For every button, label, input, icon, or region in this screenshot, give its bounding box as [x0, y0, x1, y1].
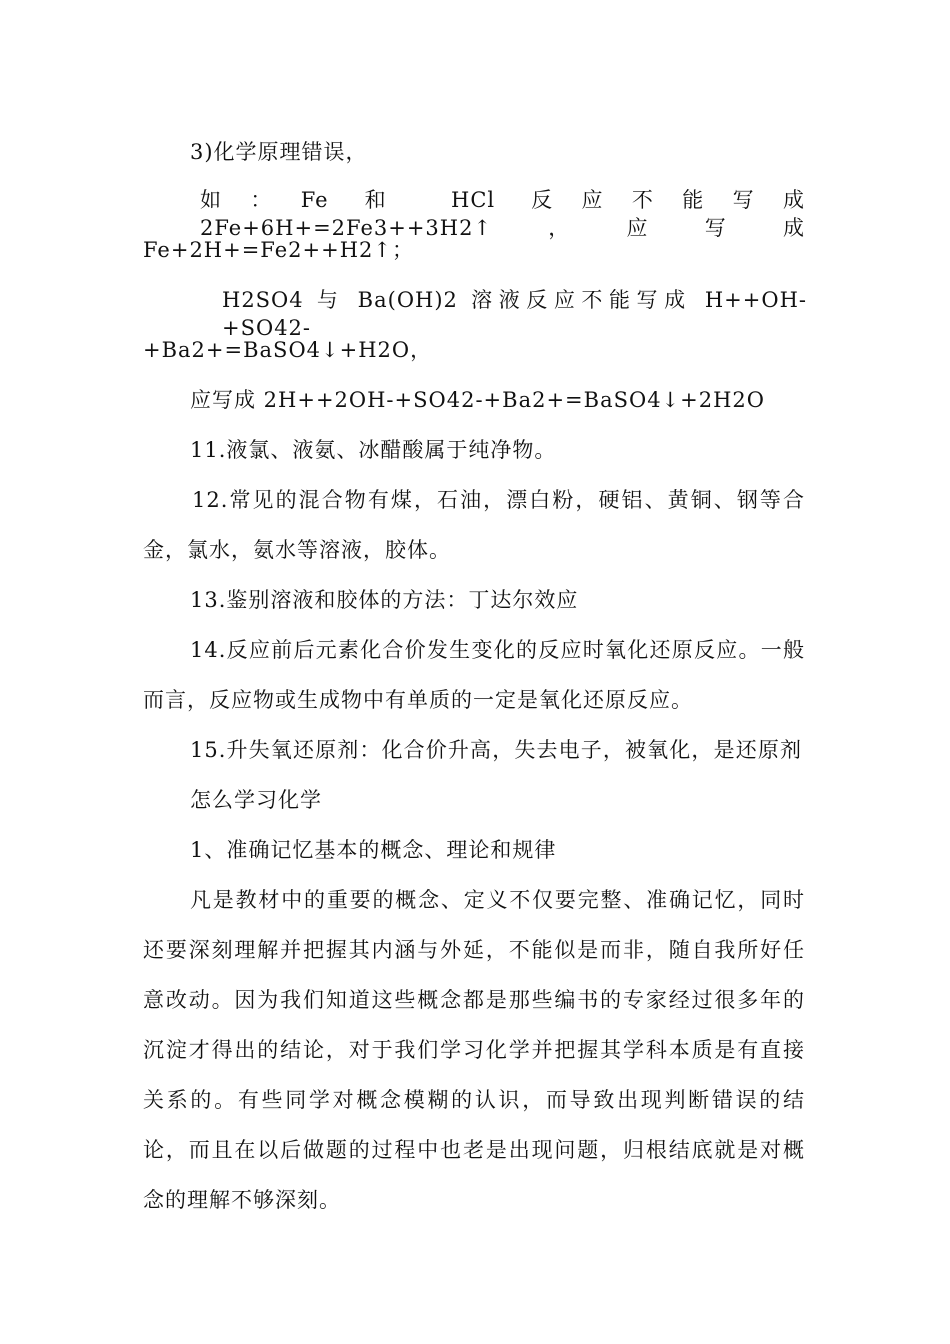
text-line: 念的理解不够深刻。 [143, 1188, 341, 1212]
text-line: 还要深刻理解并把握其内涵与外延，不能似是而非，随自我所好任 [143, 938, 805, 962]
text-line: 意改动。因为我们知道这些概念都是那些编书的专家经过很多年的 [143, 988, 805, 1012]
text-line: 沉淀才得出的结论，对于我们学习化学并把握其学科本质是有直接 [143, 1038, 805, 1062]
text-line: Fe+2H+=Fe2++H2↑； [143, 238, 414, 262]
text-line: 15.升失氧还原剂：化合价升高，失去电子，被氧化，是还原剂 [190, 738, 802, 762]
text-line: 14.反应前后元素化合价发生变化的反应时氧化还原反应。一般 [190, 638, 805, 662]
text-line: 3)化学原理错误， [190, 140, 368, 164]
text-line: 金，氯水，氨水等溶液，胶体。 [143, 538, 451, 562]
text-line: 关系的。有些同学对概念模糊的认识，而导致出现判断错误的结 [143, 1088, 805, 1112]
text-line: 12.常见的混合物有煤，石油，漂白粉，硬铝、黄铜、钢等合 [192, 488, 805, 512]
subsection-heading: 1、准确记忆基本的概念、理论和规律 [190, 838, 557, 862]
text-line: +Ba2+=BaSO4↓+H2O， [143, 338, 433, 362]
text-line: 而言，反应物或生成物中有单质的一定是氧化还原反应。 [143, 688, 693, 712]
text-line: 11.液氯、液氨、冰醋酸属于纯净物。 [190, 438, 557, 462]
text-line: 论，而且在以后做题的过程中也老是出现问题，归根结底就是对概 [143, 1138, 805, 1162]
text-line: 应写成 2H++2OH-+SO42-+Ba2+=BaSO4↓+2H2O [190, 388, 766, 412]
text-line: 13.鉴别溶液和胶体的方法：丁达尔效应 [190, 588, 579, 612]
text-line: 凡是教材中的重要的概念、定义不仅要完整、准确记忆，同时 [190, 888, 805, 912]
text-line: 如：Fe 和 HCl 反应不能写成 2Fe+6H+=2Fe3++3H2↑，应写成 [200, 188, 805, 240]
text-line: H2SO4 与 Ba(OH)2 溶液反应不能写成 H++OH-+SO42- [222, 288, 807, 340]
section-heading: 怎么学习化学 [190, 788, 322, 812]
